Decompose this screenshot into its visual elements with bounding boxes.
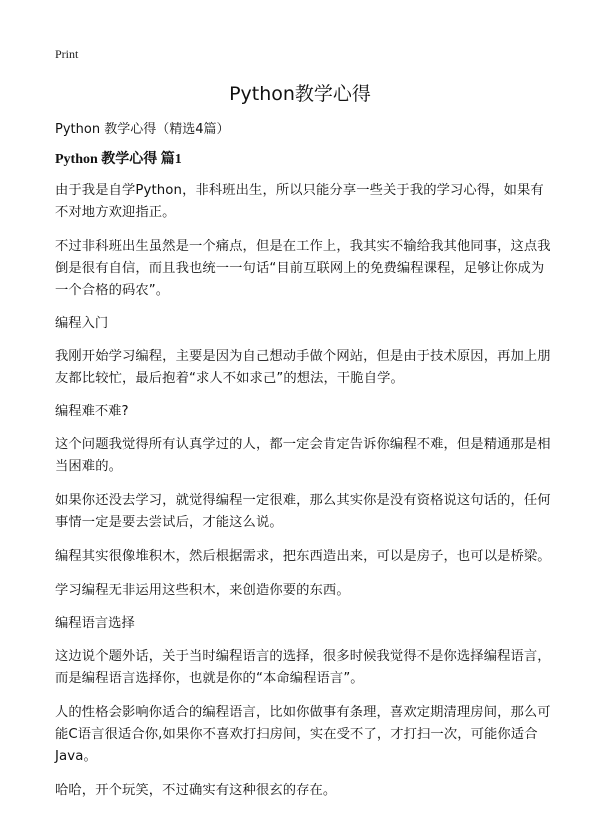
paragraph: 这边说个题外话，关于当时编程语言的选择，很多时候我觉得不是你选择编程语言，而是编程语言选择你，也就是你的“本命编程语言”。 bbox=[55, 649, 551, 686]
section-heading: Python 教学心得 篇1 bbox=[55, 152, 182, 167]
document-body bbox=[55, 121, 555, 814]
paragraph: 哈哈，开个玩笑，不过确实有这种很玄的存在。 bbox=[55, 783, 337, 798]
document-subtitle: Python 教学心得（精选4篇） bbox=[55, 122, 230, 137]
paragraph: 这个问题我觉得所有认真学过的人，都一定会肯定告诉你编程不难，但是精通那是相当困难的。 bbox=[55, 437, 551, 474]
subheading: 编程语言选择 bbox=[55, 616, 135, 631]
page-title: Python教学心得 bbox=[229, 83, 371, 105]
paragraph: 编程其实很像堆积木，然后根据需求，把东西造出来，可以是房子，也可以是桥梁。 bbox=[55, 549, 551, 564]
paragraph: 由于我是自学Python，非科班出生，所以只能分享一些关于我的学习心得，如果有不对地方欢迎指正。 bbox=[55, 183, 544, 220]
content-blocks bbox=[55, 180, 555, 802]
paragraph: 我刚开始学习编程，主要是因为自己想动手做个网站，但是由于技术原因，再加上朋友都比较忙，最后抱着“求人不如求己”的想法，干脆自学。 bbox=[55, 349, 551, 386]
print-link[interactable]: Print bbox=[55, 47, 79, 61]
paragraph: 人的性格会影响你适合的编程语言，比如你做事有条理，喜欢定期清理房间，那么可能C语言很适合你,如果你不喜欢打扫房间，实在受不了，才打扫一次，可能你适合Java。 bbox=[55, 705, 551, 764]
subheading: 编程入门 bbox=[55, 316, 109, 331]
paragraph: 不过非科班出生虽然是一个痛点，但是在工作上，我其实不输给我其他同事，这点我倒是很有自信，而且我也统一一句话“目前互联网上的免费编程课程，足够让你成为一个合格的码农”。 bbox=[55, 239, 551, 298]
paragraph: 如果你还没去学习，就觉得编程一定很难，那么其实你是没有资格说这句话的，任何事情一定是要去尝试后，才能这么说。 bbox=[55, 493, 551, 530]
subheading: 编程难不难? bbox=[55, 404, 129, 419]
paragraph: 学习编程无非运用这些积木，来创造你要的东西。 bbox=[55, 583, 350, 598]
